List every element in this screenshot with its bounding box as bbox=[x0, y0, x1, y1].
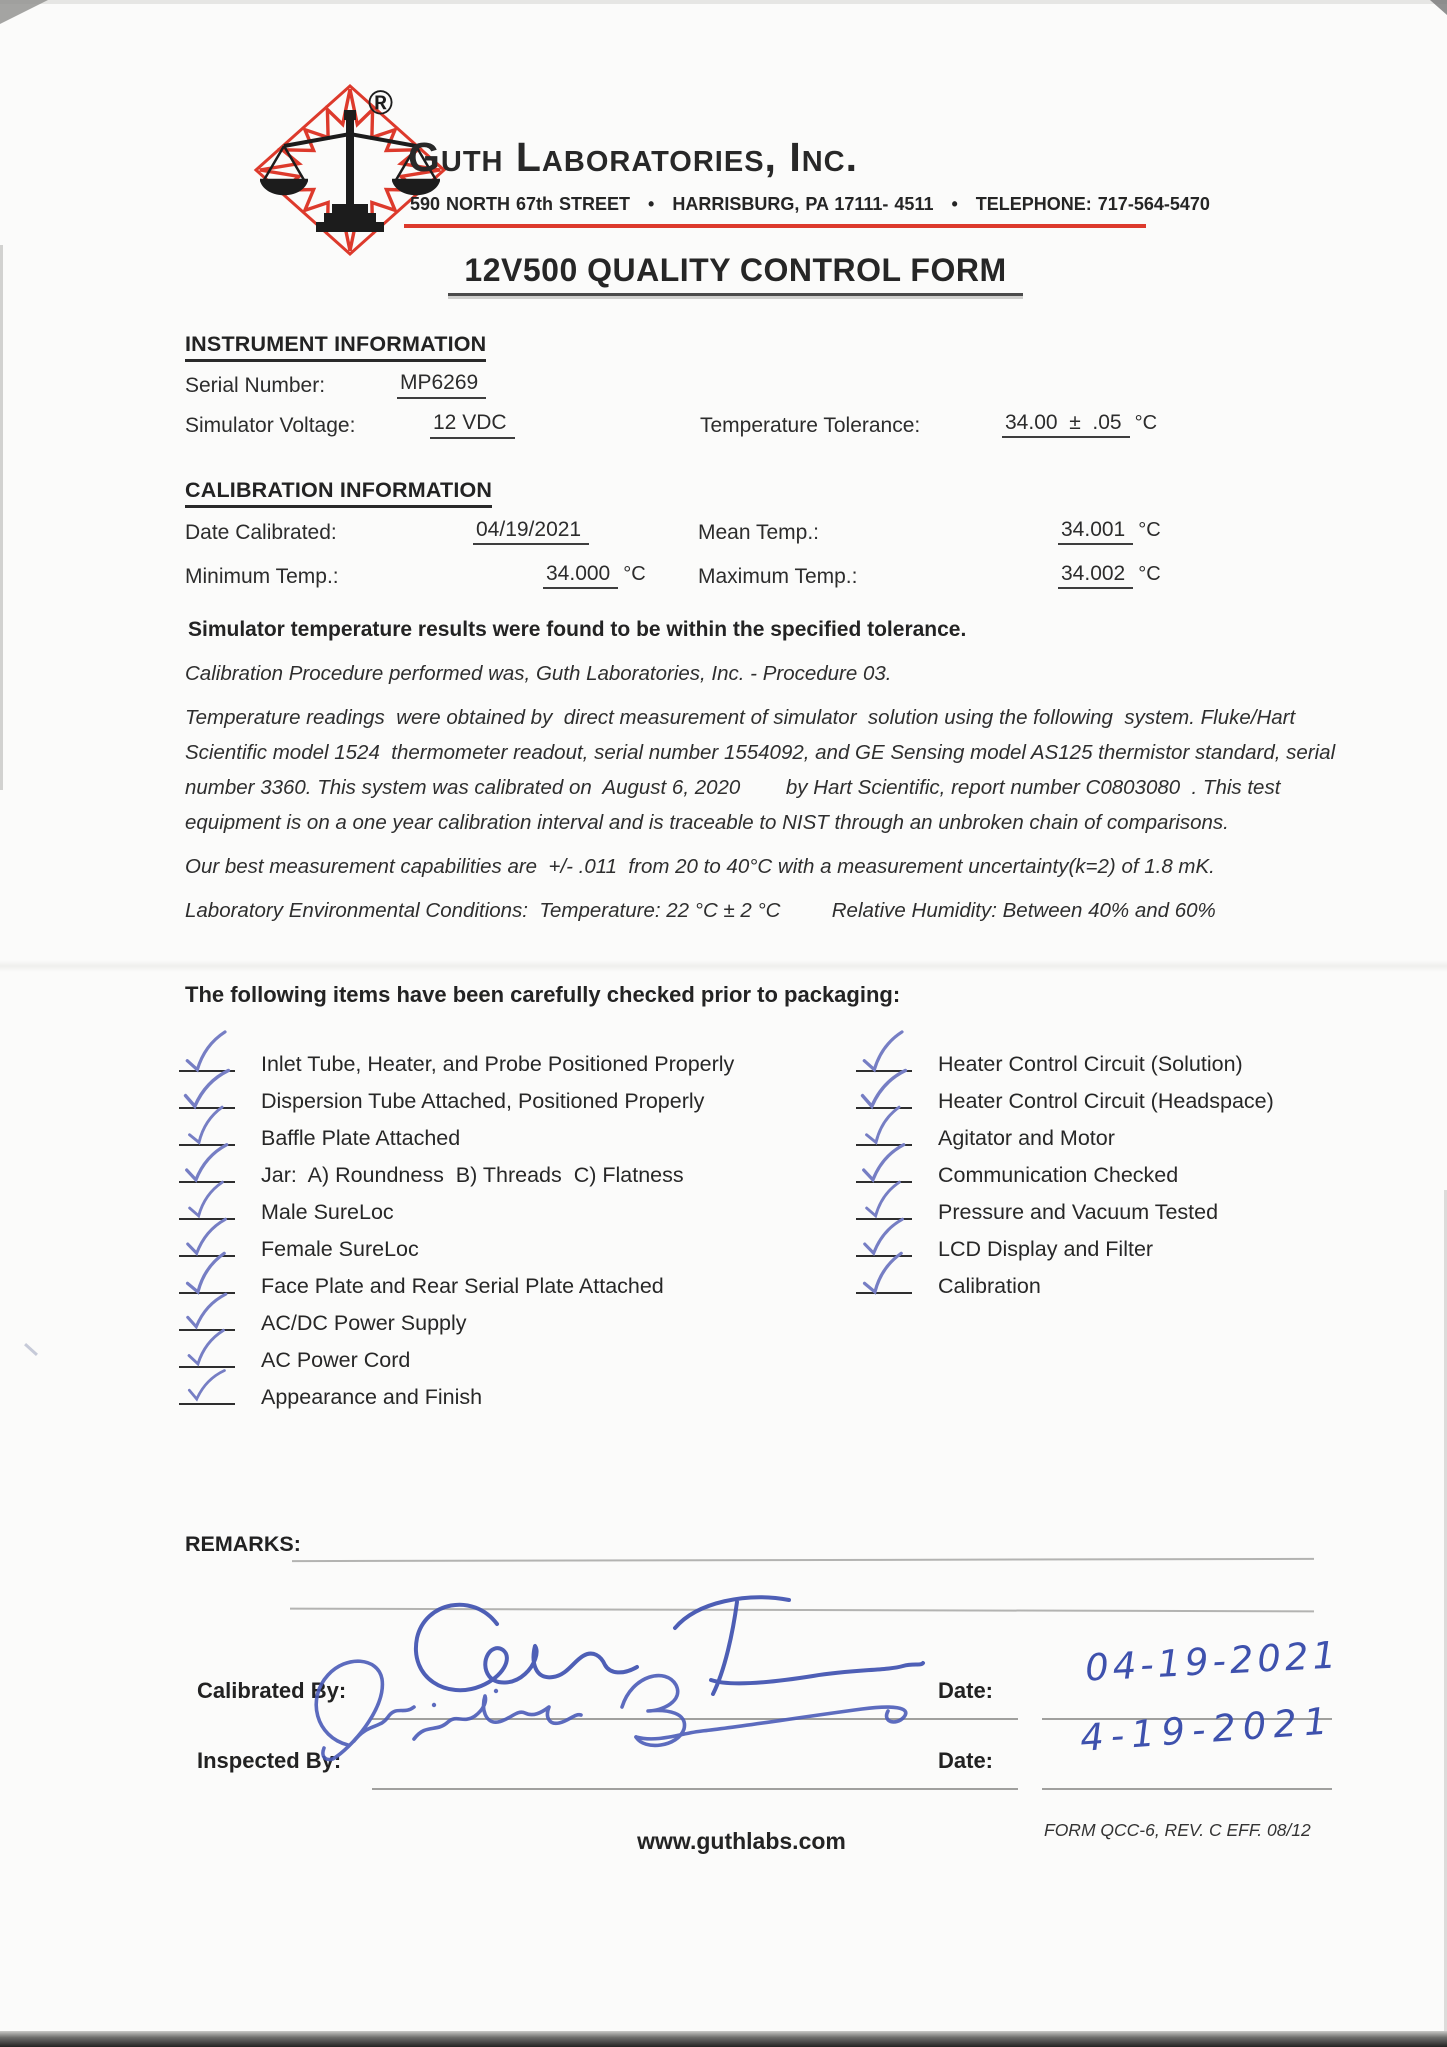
scan-artifact-top-edge bbox=[0, 0, 1447, 4]
calibrated-by-label: Calibrated By: bbox=[197, 1678, 347, 1703]
checklist-item-label: Heater Control Circuit (Solution) bbox=[938, 1052, 1243, 1076]
remarks-line-1 bbox=[292, 1558, 1314, 1562]
note-paragraph: Our best measurement capabilities are +/- .011 from 20 to 40°C with a measurement uncertainty(k=2) of 1.8 mK. bbox=[185, 855, 1215, 878]
date-calibrated-value: 04/19/2021 bbox=[473, 518, 594, 542]
simulator-voltage-value: 12 VDC bbox=[430, 411, 515, 439]
checklist-row bbox=[852, 1151, 1422, 1188]
checklist-item-label: Appearance and Finish bbox=[261, 1385, 483, 1409]
inspected-by-label: Inspected By: bbox=[197, 1748, 342, 1773]
calibration-notes bbox=[185, 656, 1357, 937]
note-paragraph: Temperature readings were obtained by direct measurement of simulator solution using the following system. Fluke/Hart Scientific model 1524 thermometer readout, serial number 1554092, and GE Sensing model AS125 thermistor standard, serial number 3360. This system was calibrated on August 6, 2020 by Hart Scientific, report number C0803080 . This test equipment is on a one year calibration interval and is traceable to NIST through an unbroken chain of comparisons. bbox=[185, 706, 1341, 834]
registered-trademark-icon: ® bbox=[368, 84, 394, 122]
checklist-row bbox=[175, 1188, 845, 1225]
website-footer: www.guthlabs.com bbox=[637, 1828, 846, 1854]
inspected-date-handwritten: 4-19-2021 bbox=[1078, 1699, 1336, 1760]
maximum-temp-value: 34.002 °C bbox=[1058, 562, 1161, 586]
company-address: 590 NORTH 67th STREET • HARRISBURG, PA 17111- 4511 • TELEPHONE: 717-564-5470 bbox=[410, 194, 1210, 214]
temperature-tolerance-label: Temperature Tolerance: bbox=[700, 414, 921, 437]
address-underline bbox=[404, 224, 1146, 228]
scan-artifact-top-left bbox=[0, 0, 48, 24]
checklist-item-label: LCD Display and Filter bbox=[938, 1237, 1154, 1261]
checklist-row bbox=[175, 1077, 845, 1114]
checklist-row bbox=[852, 1225, 1422, 1262]
serial-number-value: MP6269 bbox=[397, 371, 486, 399]
scan-crease bbox=[0, 960, 1447, 972]
checklist-row bbox=[852, 1262, 1422, 1299]
checklist-item-label: Male SureLoc bbox=[261, 1200, 394, 1224]
checkmark-icon bbox=[852, 1262, 924, 1299]
checklist-row bbox=[175, 1225, 845, 1262]
checklist-row bbox=[852, 1077, 1422, 1114]
mean-temp-value: 34.001 °C bbox=[1058, 518, 1161, 542]
checklist-item-label: Baffle Plate Attached bbox=[261, 1126, 461, 1150]
form-title: 12V500 QUALITY CONTROL FORM bbox=[12, 252, 1447, 296]
company-name: Guth Laboratories, Inc. bbox=[408, 134, 858, 180]
checklist-item-label: Calibration bbox=[938, 1274, 1041, 1298]
calibrated-date-handwritten: 04-19-2021 bbox=[1084, 1633, 1341, 1690]
calibrated-date-label: Date: bbox=[938, 1678, 994, 1703]
checklist-item-label: Heater Control Circuit (Headspace) bbox=[938, 1089, 1274, 1113]
checklist-item-label: Agitator and Motor bbox=[938, 1126, 1115, 1150]
checklist-row bbox=[175, 1040, 845, 1077]
serial-number-label: Serial Number: bbox=[185, 374, 326, 397]
scan-artifact-left-edge bbox=[0, 245, 3, 790]
inspected-date-label: Date: bbox=[938, 1748, 994, 1773]
checklist-item-label: Pressure and Vacuum Tested bbox=[938, 1200, 1219, 1224]
maximum-temp-label: Maximum Temp.: bbox=[698, 565, 858, 588]
checklist-row bbox=[852, 1188, 1422, 1225]
scan-artifact-top-right bbox=[1430, 0, 1447, 15]
scan-artifact-bottom-band bbox=[0, 2031, 1447, 2047]
checkmark-icon bbox=[175, 1336, 247, 1373]
inspected-signature-line bbox=[372, 1788, 1018, 1790]
checklist-item-label: AC Power Cord bbox=[261, 1348, 411, 1372]
checklist-item-label: Female SureLoc bbox=[261, 1237, 419, 1261]
checklist-item-label: Jar: A) Roundness B) Threads C) Flatness bbox=[261, 1163, 684, 1187]
note-paragraph: Laboratory Environmental Conditions: Temperature: 22 °C ± 2 °C Relative Humidity: Between 40% and 60% bbox=[185, 899, 1216, 922]
tolerance-result-statement: Simulator temperature results were found to be within the specified tolerance. bbox=[188, 618, 967, 641]
mean-temp-label: Mean Temp.: bbox=[698, 521, 820, 544]
date-calibrated-label: Date Calibrated: bbox=[185, 521, 337, 544]
inspected-signature bbox=[282, 1645, 1022, 1795]
minimum-temp-label: Minimum Temp.: bbox=[185, 565, 339, 588]
temperature-tolerance-value: 34.00 ± .05 °C bbox=[1002, 411, 1157, 435]
checklist-row bbox=[175, 1336, 845, 1373]
checklist-item-label: Face Plate and Rear Serial Plate Attached bbox=[261, 1274, 664, 1298]
checklist-row bbox=[852, 1040, 1422, 1077]
instrument-info-heading: INSTRUMENT INFORMATION bbox=[185, 332, 486, 362]
remarks-label: REMARKS: bbox=[185, 1532, 301, 1556]
simulator-voltage-label: Simulator Voltage: bbox=[185, 414, 356, 437]
checklist-row bbox=[175, 1114, 845, 1151]
checklist-row bbox=[175, 1299, 845, 1336]
checklist-row bbox=[175, 1262, 845, 1299]
checklist-heading: The following items have been carefully checked prior to packaging: bbox=[185, 982, 901, 1007]
form-id-footer: FORM QCC-6, REV. C EFF. 08/12 bbox=[1044, 1820, 1311, 1840]
calibration-info-heading: CALIBRATION INFORMATION bbox=[185, 478, 492, 508]
checklist-left-column bbox=[175, 1040, 845, 1410]
checklist-row bbox=[175, 1373, 845, 1410]
inspected-date-line bbox=[1042, 1788, 1332, 1790]
checklist-item-label: Inlet Tube, Heater, and Probe Positioned Properly bbox=[261, 1052, 735, 1076]
checklist-row bbox=[852, 1114, 1422, 1151]
checklist-item-label: Dispersion Tube Attached, Positioned Properly bbox=[261, 1089, 705, 1113]
checkmark-icon bbox=[175, 1373, 247, 1410]
note-paragraph: Calibration Procedure performed was, Guth Laboratories, Inc. - Procedure 03. bbox=[185, 662, 892, 685]
scan-smudge bbox=[24, 1343, 38, 1356]
minimum-temp-value: 34.000 °C bbox=[543, 562, 646, 586]
checklist-item-label: Communication Checked bbox=[938, 1163, 1179, 1187]
checklist-row bbox=[175, 1151, 845, 1188]
checklist-right-column bbox=[852, 1040, 1422, 1299]
checklist-item-label: AC/DC Power Supply bbox=[261, 1311, 467, 1335]
